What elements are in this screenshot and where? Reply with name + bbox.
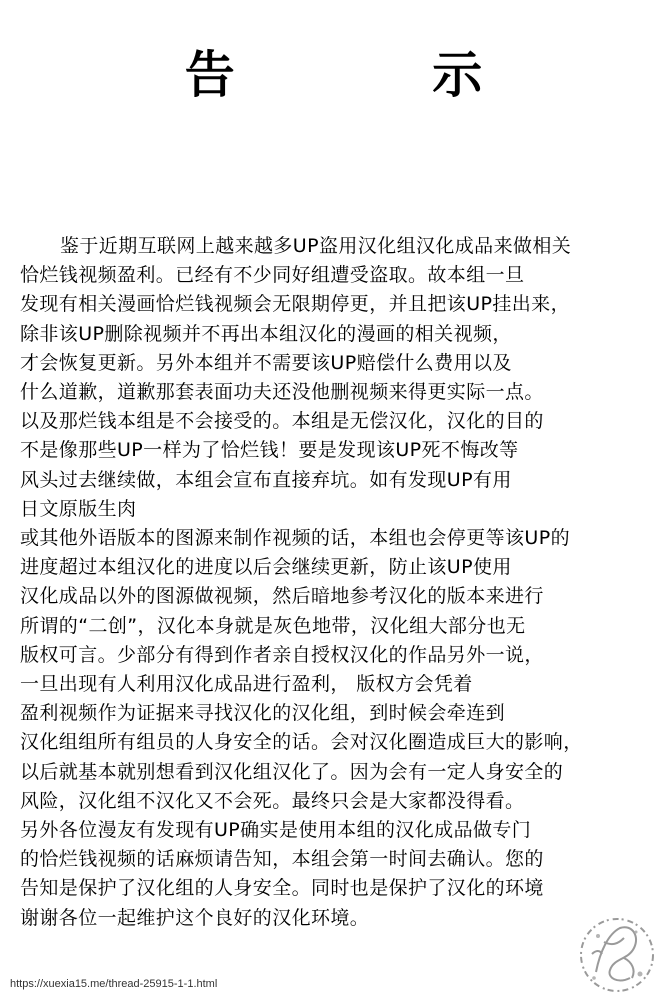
- notice-line: 版权可言。少部分有得到作者亲自授权汉化的作品另外一说，: [20, 643, 544, 666]
- notice-line: 鉴于近期互联网上越来越多UP盗用汉化组汉化成品来做相关: [60, 235, 572, 257]
- notice-line: 谢谢各位一起维护这个良好的汉化环境。: [20, 906, 370, 929]
- notice-line: 什么道歉，道歉那套表面功夫还没他删视频来得更实际一点。: [20, 381, 544, 404]
- notice-line: 才会恢复更新。另外本组并不需要该UP赔偿什么费用以及: [20, 351, 512, 374]
- notice-line: 风险，汉化组不汉化又不会死。最终只会是大家都没得看。: [20, 789, 525, 812]
- ink-stamp-logo-icon: [574, 914, 660, 996]
- notice-line: 告知是保护了汉化组的人身安全。同时也是保护了汉化的环境: [20, 877, 544, 900]
- notice-line: 汉化组组所有组员的人身安全的话。会对汉化圈造成巨大的影响，: [20, 731, 583, 754]
- notice-line: 所谓的“二创”，汉化本身就是灰色地带，汉化组大部分也无: [20, 614, 526, 637]
- notice-line: 以后就基本就别想看到汉化组汉化了。因为会有一定人身安全的: [20, 760, 564, 783]
- notice-body: [20, 232, 665, 933]
- notice-line: 日文原版生肉: [20, 497, 137, 520]
- notice-line: 的恰烂钱视频的话麻烦请告知，本组会第一时间去确认。您的: [20, 848, 544, 871]
- notice-title: 告 示: [184, 46, 573, 104]
- notice-line: 或其他外语版本的图源来制作视频的话，本组也会停更等该UP的: [20, 527, 570, 550]
- notice-line: 发现有相关漫画恰烂钱视频会无限期停更，并且把该UP挂出来，: [20, 293, 570, 316]
- notice-line: 除非该UP删除视频并不再出本组汉化的漫画的相关视频，: [20, 322, 512, 345]
- notice-line: 以及那烂钱本组是不会接受的。本组是无偿汉化，汉化的目的: [20, 410, 544, 433]
- notice-line: 恰烂钱视频盈利。已经有不少同好组遭受盗取。故本组一旦: [20, 264, 525, 287]
- source-url: https://xuexia15.me/thread-25915-1-1.html: [10, 978, 218, 990]
- notice-line: 风头过去继续做，本组会宣布直接弃坑。如有发现UP有用: [20, 468, 512, 491]
- notice-line: 汉化成品以外的图源做视频，然后暗地参考汉化的版本来进行: [20, 585, 544, 608]
- notice-line: 盈利视频作为证据来寻找汉化的汉化组，到时候会牵连到: [20, 702, 506, 725]
- notice-line: 不是像那些UP一样为了恰烂钱！要是发现该UP死不悔改等: [20, 439, 519, 462]
- notice-line: 一旦出现有人利用汉化成品进行盈利， 版权方会凭着: [20, 673, 473, 696]
- notice-line: 另外各位漫友有发现有UP确实是使用本组的汉化成品做专门: [20, 819, 532, 842]
- notice-line: 进度超过本组汉化的进度以后会继续更新，防止该UP使用: [20, 556, 512, 579]
